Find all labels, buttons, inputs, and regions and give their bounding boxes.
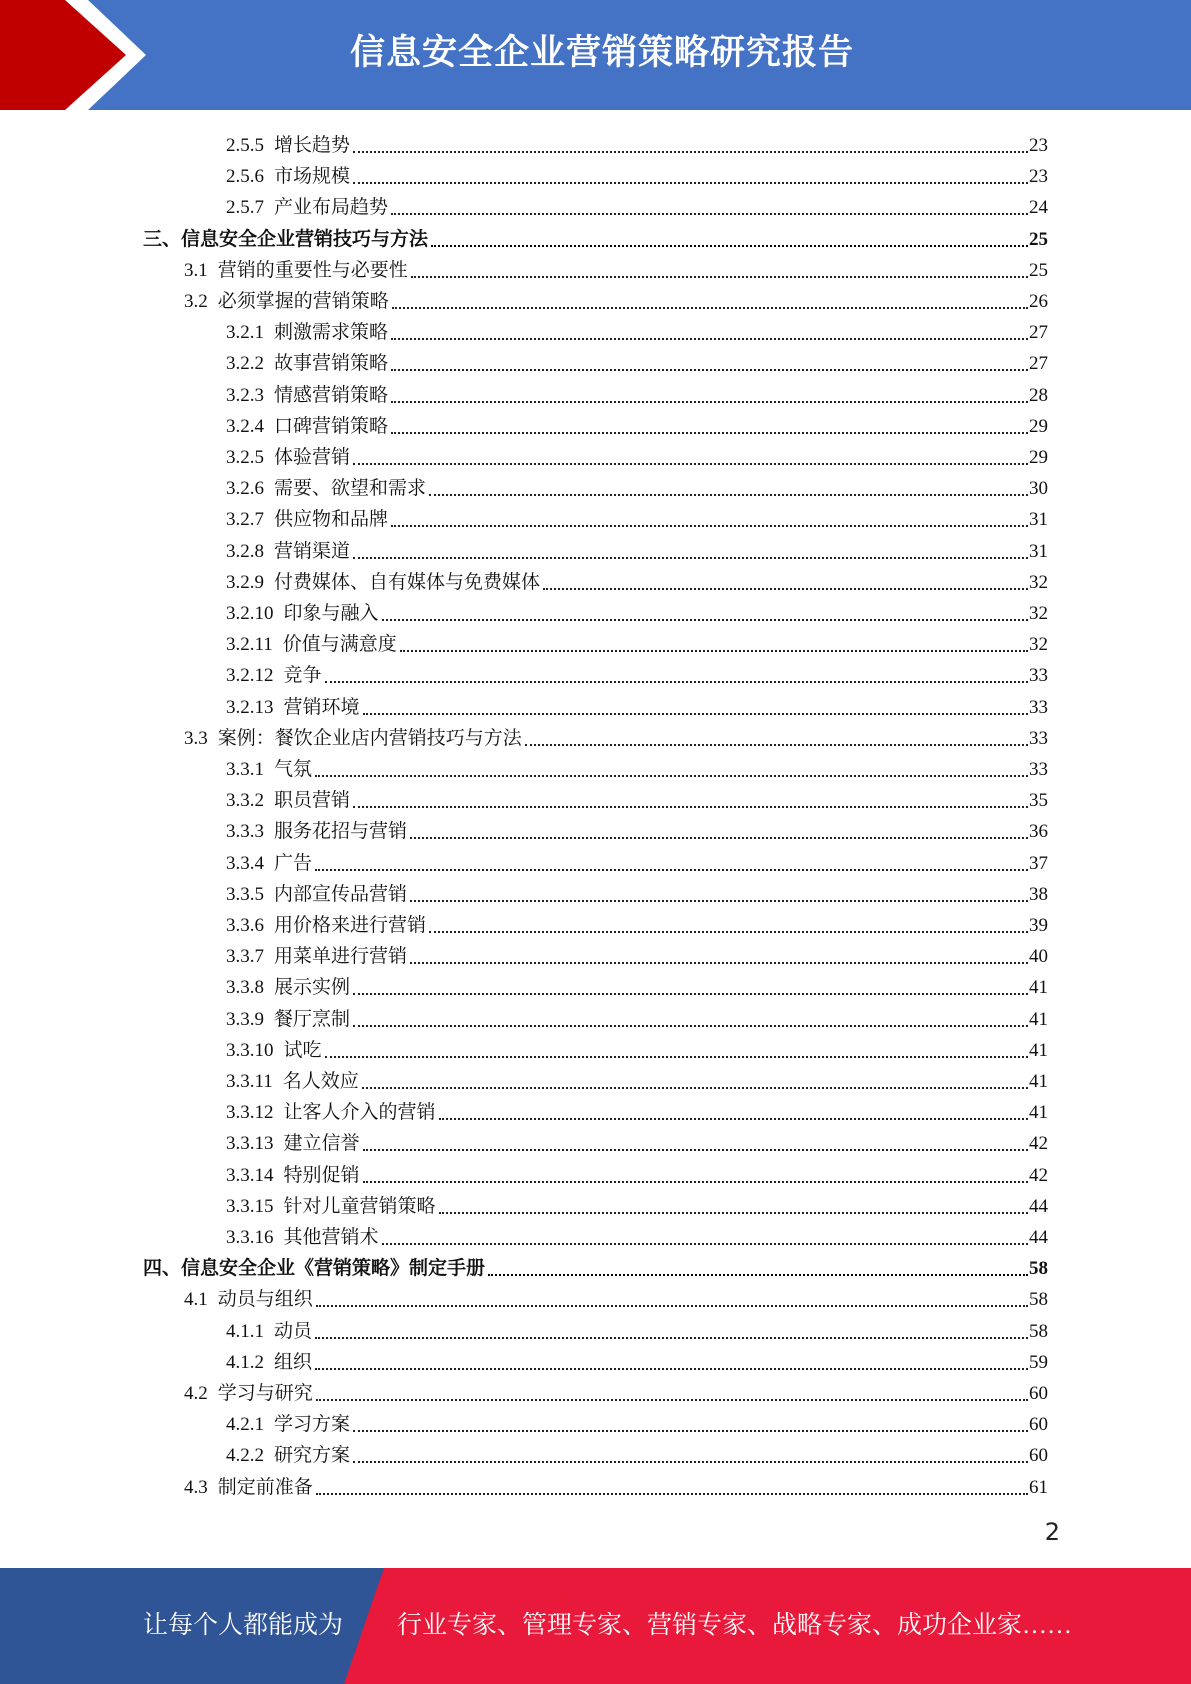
toc-entry-number: 3.2.8	[226, 540, 264, 562]
toc-entry-page: 27	[1029, 353, 1048, 375]
toc-leader-dots	[353, 165, 1028, 189]
toc-entry-number: 3.2	[184, 291, 208, 312]
toc-leader-dots	[353, 976, 1028, 1000]
toc-entry-title: 故事营销策略	[274, 353, 389, 375]
toc-leader-dots	[382, 1226, 1028, 1250]
toc-entry-page: 32	[1029, 634, 1048, 656]
toc-leader-dots	[391, 321, 1028, 345]
toc-leader-dots	[315, 1320, 1028, 1344]
toc-entry-page: 44	[1029, 1227, 1048, 1248]
toc-entry-number: 2.5.7	[226, 197, 264, 219]
toc-entry-page: 33	[1029, 759, 1048, 780]
toc-entry-title: 营销的重要性与必要性	[217, 259, 408, 281]
toc-entry-page: 31	[1029, 540, 1048, 562]
toc-entry-title: 案例：餐饮企业店内营销技巧与方法	[217, 727, 522, 749]
toc-entry-title: 组织	[274, 1351, 313, 1373]
toc-entry-number: 2.5.5	[226, 135, 264, 156]
toc-entry-number: 3.3.5	[226, 883, 264, 905]
toc-entry-title: 价值与满意度	[282, 634, 397, 656]
toc-entry-number: 4.1.2	[226, 1351, 264, 1373]
toc-entry[interactable]	[226, 564, 1048, 595]
toc-entry-title: 营销环境	[283, 696, 360, 718]
document-title: 信息安全企业营销策略研究报告	[350, 33, 855, 73]
toc-entry-page: 61	[1029, 1476, 1048, 1498]
toc-entry-page: 24	[1029, 197, 1048, 219]
toc-leader-dots	[363, 1164, 1028, 1188]
page-number: 2	[1044, 1518, 1060, 1546]
toc-entry-title: 研究方案	[274, 1445, 351, 1467]
toc-entry-number: 3.2.3	[226, 384, 264, 406]
toc-entry[interactable]	[226, 1344, 1048, 1375]
toc-entry-title: 展示实例	[274, 977, 351, 999]
toc-leader-dots	[400, 633, 1028, 657]
toc-entry-number: 3.2.12	[226, 665, 274, 687]
toc-leader-dots	[391, 352, 1028, 376]
toc-entry[interactable]	[226, 595, 1048, 626]
toc-entry-number: 3.2.10	[226, 603, 274, 624]
toc-entry-number: 3.2.5	[226, 447, 264, 468]
toc-entry-title: 市场规模	[274, 166, 351, 188]
toc-entry-number: 3.2.2	[226, 353, 264, 375]
toc-entry[interactable]	[226, 189, 1048, 220]
toc-leader-dots	[410, 820, 1028, 844]
toc-entry-title: 必须掌握的营销策略	[217, 291, 389, 312]
toc-entry-title: 口碑营销策略	[274, 415, 389, 437]
toc-entry-page: 29	[1029, 415, 1048, 437]
toc-entry-page: 42	[1029, 1133, 1048, 1155]
toc-entry-title: 学习与研究	[217, 1383, 313, 1404]
toc-leader-dots	[353, 134, 1028, 158]
toc-entry-number: 3.2.4	[226, 415, 264, 437]
toc-entry-title: 印象与融入	[283, 603, 379, 624]
toc-entry[interactable]	[143, 1250, 1048, 1281]
toc-entry-number: 3.3.15	[226, 1195, 274, 1217]
toc-entry[interactable]	[184, 720, 1048, 751]
toc-leader-dots	[410, 945, 1028, 969]
toc-entry-page: 59	[1029, 1351, 1048, 1373]
toc-leader-dots	[325, 1039, 1028, 1063]
toc-entry-page: 25	[1029, 228, 1048, 250]
toc-entry[interactable]	[226, 533, 1048, 564]
toc-entry-title: 增长趋势	[274, 135, 351, 156]
toc-entry-number: 3.3.12	[226, 1102, 274, 1124]
toc-leader-dots	[325, 664, 1028, 688]
toc-entry-page: 41	[1029, 1071, 1048, 1092]
toc-entry-number: 4.1	[184, 1289, 208, 1311]
toc-entry-title: 特别促销	[283, 1164, 360, 1186]
toc-entry-page: 60	[1029, 1445, 1048, 1467]
toc-entry[interactable]	[226, 1063, 1048, 1094]
toc-leader-dots	[353, 446, 1028, 470]
toc-leader-dots	[362, 1070, 1028, 1094]
toc-entry-page: 60	[1029, 1383, 1048, 1404]
toc-entry[interactable]	[226, 1001, 1048, 1032]
toc-leader-dots	[429, 914, 1028, 938]
toc-entry[interactable]	[226, 1032, 1048, 1063]
toc-entry-page: 33	[1029, 727, 1048, 749]
toc-leader-dots	[543, 571, 1028, 595]
footer-slogan-right: 行业专家、管理专家、营销专家、战略专家、成功企业家……	[397, 1612, 1073, 1639]
footer-slogan-left: 让每个人都能成为	[143, 1612, 344, 1639]
toc-entry-title: 建立信誉	[283, 1133, 360, 1155]
toc-entry-page: 26	[1029, 291, 1048, 312]
toc-entry-page: 58	[1029, 1289, 1048, 1311]
toc-entry[interactable]	[226, 1157, 1048, 1188]
toc-entry-title: 气氛	[274, 759, 313, 780]
toc-entry-page: 44	[1029, 1195, 1048, 1217]
toc-entry-number: 3.3.16	[226, 1227, 274, 1248]
toc-entry-title: 用价格来进行营销	[274, 915, 427, 936]
toc-leader-dots	[363, 696, 1028, 720]
toc-entry-page: 31	[1029, 509, 1048, 531]
toc-entry-page: 38	[1029, 883, 1048, 905]
toc-entry[interactable]	[226, 1094, 1048, 1125]
toc-entry-title: 其他营销术	[283, 1227, 379, 1248]
toc-entry-page: 60	[1029, 1414, 1048, 1436]
toc-entry[interactable]	[184, 1469, 1048, 1500]
toc-entry-title: 竞争	[283, 665, 322, 687]
toc-entry-title: 让客人介入的营销	[283, 1102, 436, 1124]
toc-leader-dots	[353, 540, 1028, 564]
toc-leader-dots	[316, 1476, 1028, 1500]
toc-entry[interactable]	[226, 1437, 1048, 1468]
toc-entry-title: 内部宣传品营销	[274, 883, 408, 905]
toc-entry[interactable]	[226, 439, 1048, 470]
toc-entry[interactable]	[226, 938, 1048, 969]
toc-entry[interactable]	[226, 1219, 1048, 1250]
toc-entry[interactable]	[226, 345, 1048, 376]
toc-entry[interactable]	[226, 876, 1048, 907]
toc-entry[interactable]	[226, 626, 1048, 657]
toc-entry-number: 3.3.7	[226, 946, 264, 968]
toc-entry-title: 学习方案	[274, 1414, 351, 1436]
page-footer	[0, 1568, 1191, 1684]
toc-entry-page: 30	[1029, 478, 1048, 500]
toc-entry-title: 四、信息安全企业《营销策略》制定手册	[143, 1258, 486, 1280]
toc-entry-title: 试吃	[283, 1039, 322, 1061]
toc-entry-number: 2.5.6	[226, 166, 264, 188]
toc-leader-dots	[382, 602, 1028, 626]
toc-entry[interactable]	[184, 283, 1048, 314]
toc-entry-title: 餐厅烹制	[274, 1008, 351, 1030]
toc-leader-dots	[391, 415, 1028, 439]
toc-entry-title: 制定前准备	[217, 1476, 313, 1498]
toc-entry-number: 3.3.9	[226, 1008, 264, 1030]
toc-leader-dots	[363, 1132, 1028, 1156]
toc-entry-page: 35	[1029, 790, 1048, 812]
toc-entry[interactable]	[184, 1375, 1048, 1406]
toc-entry[interactable]	[226, 127, 1048, 158]
toc-entry[interactable]	[184, 1281, 1048, 1312]
toc-entry-number: 4.2	[184, 1383, 208, 1404]
toc-entry-number: 3.2.9	[226, 571, 264, 593]
toc-entry-number: 3.1	[184, 259, 208, 281]
toc-entry-page: 32	[1029, 571, 1048, 593]
toc-entry[interactable]	[226, 1188, 1048, 1219]
toc-entry[interactable]	[226, 969, 1048, 1000]
toc-entry-page: 28	[1029, 384, 1048, 406]
toc-entry-page: 29	[1029, 447, 1048, 468]
toc-entry-page: 37	[1029, 852, 1048, 874]
toc-entry-number: 3.3.10	[226, 1039, 274, 1061]
toc-entry-number: 3.2.6	[226, 478, 264, 500]
toc-entry-page: 33	[1029, 665, 1048, 687]
toc-entry[interactable]	[226, 158, 1048, 189]
toc-entry-page: 27	[1029, 322, 1048, 344]
toc-entry[interactable]	[226, 314, 1048, 345]
toc-entry-page: 32	[1029, 603, 1048, 624]
toc-entry-page: 41	[1029, 1039, 1048, 1061]
toc-entry-title: 针对儿童营销策略	[283, 1195, 436, 1217]
toc-entry[interactable]	[226, 408, 1048, 439]
toc-leader-dots	[315, 1351, 1028, 1375]
toc-leader-dots	[392, 290, 1028, 314]
toc-entry-number: 3.3.1	[226, 759, 264, 780]
toc-entry-page: 33	[1029, 696, 1048, 718]
toc-entry-number: 3.3.13	[226, 1133, 274, 1155]
toc-entry-number: 4.1.1	[226, 1320, 264, 1342]
toc-leader-dots	[410, 883, 1028, 907]
toc-entry-page: 42	[1029, 1164, 1048, 1186]
toc-leader-dots	[391, 196, 1028, 220]
toc-entry[interactable]	[226, 689, 1048, 720]
toc-entry-title: 职员营销	[274, 790, 351, 812]
toc-entry-page: 41	[1029, 1102, 1048, 1124]
toc-entry-title: 用菜单进行营销	[274, 946, 408, 968]
toc-entry[interactable]	[226, 845, 1048, 876]
toc-entry-number: 3.3	[184, 727, 208, 749]
toc-entry-title: 广告	[274, 852, 313, 874]
toc-entry-number: 4.2.1	[226, 1414, 264, 1436]
toc-entry-number: 3.2.11	[226, 634, 273, 656]
toc-entry[interactable]	[226, 1313, 1048, 1344]
toc-leader-dots	[315, 852, 1028, 876]
toc-leader-dots	[411, 259, 1028, 283]
toc-entry-title: 动员与组织	[217, 1289, 313, 1311]
toc-entry[interactable]	[226, 907, 1048, 938]
toc-leader-dots	[439, 1101, 1028, 1125]
toc-entry-page: 58	[1029, 1258, 1048, 1280]
toc-entry-number: 3.3.2	[226, 790, 264, 812]
toc-entry-title: 三、信息安全企业营销技巧与方法	[143, 228, 429, 250]
toc-entry-page: 58	[1029, 1320, 1048, 1342]
toc-leader-dots	[353, 1413, 1028, 1437]
toc-entry-page: 23	[1029, 166, 1048, 188]
toc-leader-dots	[431, 228, 1028, 252]
toc-entry[interactable]	[226, 470, 1048, 501]
toc-entry[interactable]	[226, 782, 1048, 813]
toc-entry-number: 3.2.13	[226, 696, 274, 718]
toc-entry[interactable]	[226, 751, 1048, 782]
toc-entry-page: 23	[1029, 135, 1048, 156]
toc-entry-page: 39	[1029, 915, 1048, 936]
toc-entry-number: 3.2.1	[226, 322, 264, 344]
toc-entry-number: 3.2.7	[226, 509, 264, 531]
toc-entry-title: 刺激需求策略	[274, 322, 389, 344]
toc-entry-title: 情感营销策略	[274, 384, 389, 406]
toc-leader-dots	[439, 1195, 1028, 1219]
toc-entry-title: 产业布局趋势	[274, 197, 389, 219]
toc-entry-number: 3.3.8	[226, 977, 264, 999]
toc-entry[interactable]	[226, 657, 1048, 688]
toc-entry-title: 供应物和品牌	[274, 509, 389, 531]
toc-entry-number: 3.3.14	[226, 1164, 274, 1186]
toc-entry-page: 41	[1029, 977, 1048, 999]
toc-entry-title: 动员	[274, 1320, 313, 1342]
toc-leader-dots	[525, 727, 1028, 751]
toc-entry-title: 名人效应	[282, 1071, 359, 1092]
toc-entry[interactable]	[226, 1125, 1048, 1156]
toc-entry-number: 4.2.2	[226, 1445, 264, 1467]
toc-entry-number: 3.3.6	[226, 915, 264, 936]
toc-entry-number: 3.3.3	[226, 821, 264, 843]
toc-entry-page: 40	[1029, 946, 1048, 968]
toc-leader-dots	[391, 384, 1028, 408]
toc-entry-title: 服务花招与营销	[274, 821, 408, 843]
toc-leader-dots	[429, 477, 1028, 501]
toc-entry-title: 体验营销	[274, 447, 351, 468]
toc-leader-dots	[315, 758, 1028, 782]
toc-entry[interactable]	[226, 1406, 1048, 1437]
toc-entry[interactable]	[226, 813, 1048, 844]
toc-leader-dots	[391, 508, 1028, 532]
toc-entry-number: 4.3	[184, 1476, 208, 1498]
page-header	[0, 0, 1191, 110]
toc-entry-title: 需要、欲望和需求	[274, 478, 427, 500]
toc-entry-page: 25	[1029, 259, 1048, 281]
toc-entry-title: 营销渠道	[274, 540, 351, 562]
toc-leader-dots	[488, 1257, 1028, 1281]
toc-entry[interactable]	[226, 377, 1048, 408]
toc-entry-title: 付费媒体、自有媒体与免费媒体	[274, 571, 541, 593]
toc-leader-dots	[316, 1288, 1028, 1312]
toc-entry-page: 36	[1029, 821, 1048, 843]
toc-entry[interactable]	[184, 252, 1048, 283]
toc-leader-dots	[353, 1444, 1028, 1468]
toc-leader-dots	[353, 789, 1028, 813]
toc-entry[interactable]	[143, 221, 1048, 252]
toc-leader-dots	[316, 1382, 1028, 1406]
toc-entry-page: 41	[1029, 1008, 1048, 1030]
toc-entry-number: 3.3.4	[226, 852, 264, 874]
toc-entry-number: 3.3.11	[226, 1071, 273, 1092]
toc-leader-dots	[353, 1008, 1028, 1032]
toc-entry[interactable]	[226, 501, 1048, 532]
